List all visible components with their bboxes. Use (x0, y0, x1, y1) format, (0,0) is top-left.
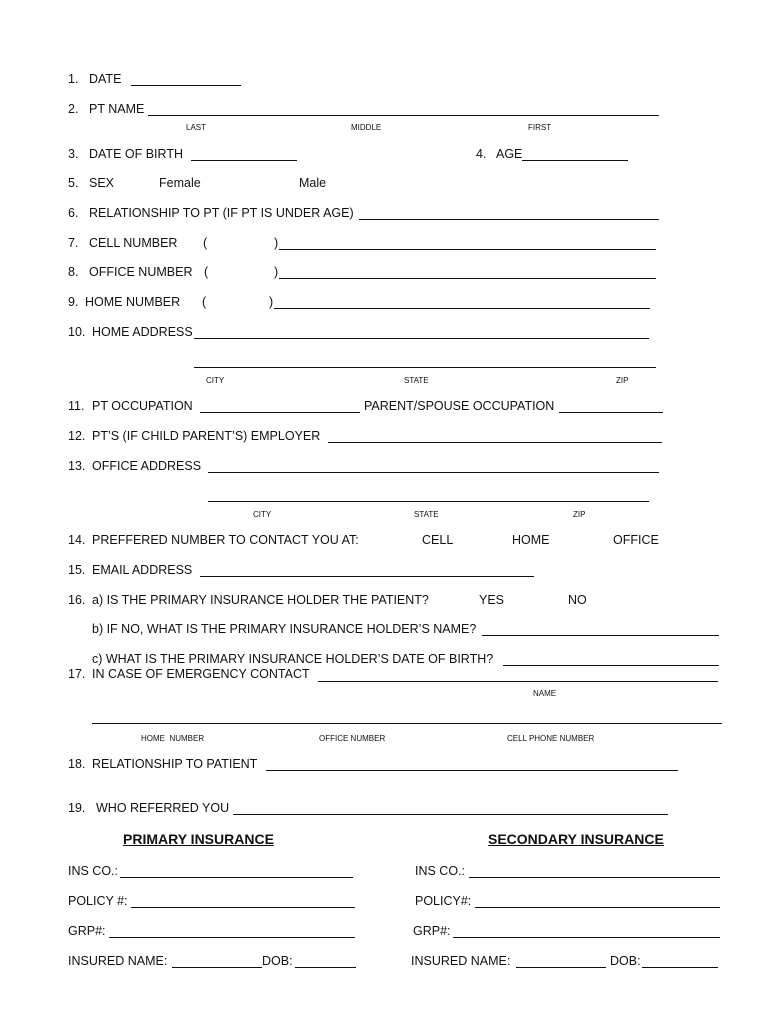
referred-by-label: WHO REFERRED YOU (96, 801, 230, 815)
home-number-line[interactable] (274, 308, 650, 309)
parent-spouse-occupation-label: PARENT/SPOUSE OCCUPATION (364, 399, 555, 413)
holder-option-no[interactable]: NO (568, 593, 587, 607)
preferred-number-label: PREFFERED NUMBER TO CONTACT YOU AT: (92, 533, 359, 547)
emergency-name-sublabel: NAME (533, 689, 557, 698)
primary-holder-dob-line[interactable] (503, 665, 719, 666)
emergency-contact-numbers-line[interactable] (92, 723, 722, 724)
field-14-number: 14. (68, 533, 86, 547)
contact-option-office[interactable]: OFFICE (613, 533, 659, 547)
middle-sublabel: MIDDLE (351, 123, 382, 132)
home-address-label: HOME ADDRESS (92, 325, 193, 339)
secondary-insured-name-line[interactable] (516, 967, 606, 968)
secondary-grp-label: GRP#: (413, 924, 451, 938)
secondary-grp-line[interactable] (453, 937, 720, 938)
primary-policy-label: POLICY #: (68, 894, 128, 908)
office-area-close-paren: ) (274, 265, 279, 279)
parent-spouse-occupation-line[interactable] (559, 412, 663, 413)
relationship-line[interactable] (359, 219, 659, 220)
emergency-contact-name-line[interactable] (318, 681, 718, 682)
age-label: AGE (496, 147, 523, 161)
primary-dob-label: DOB: (262, 954, 293, 968)
sex-label: SEX (89, 176, 115, 190)
secondary-dob-line[interactable] (642, 967, 718, 968)
office-address-line-1[interactable] (208, 472, 659, 473)
field-13-number: 13. (68, 459, 86, 473)
employer-label: PT’S (IF CHILD PARENT’S) EMPLOYER (92, 429, 321, 443)
primary-holder-question: a) IS THE PRIMARY INSURANCE HOLDER THE PATIENT? (92, 593, 429, 607)
relationship-label: RELATIONSHIP TO PT (IF PT IS UNDER AGE) (89, 206, 354, 220)
relationship-to-patient-label: RELATIONSHIP TO PATIENT (92, 757, 258, 771)
last-sublabel: LAST (186, 123, 207, 132)
primary-holder-dob-label: c) WHAT IS THE PRIMARY INSURANCE HOLDER’S DATE OF BIRTH? (92, 652, 494, 666)
age-line[interactable] (522, 160, 628, 161)
email-line[interactable] (200, 576, 534, 577)
relationship-to-patient-line[interactable] (266, 770, 678, 771)
home-zip-sublabel: ZIP (616, 376, 629, 385)
cell-number-line[interactable] (279, 249, 656, 250)
field-17-number: 17. (68, 667, 86, 681)
sex-option-male[interactable]: Male (299, 176, 327, 190)
date-line[interactable] (131, 85, 241, 86)
holder-option-yes[interactable]: YES (479, 593, 505, 607)
emergency-home-number-sublabel: HOME NUMBER (141, 734, 205, 743)
field-15-number: 15. (68, 563, 86, 577)
primary-grp-line[interactable] (109, 937, 355, 938)
employer-line[interactable] (328, 442, 662, 443)
dob-line[interactable] (191, 160, 297, 161)
home-area-close-paren: ) (269, 295, 274, 309)
cell-area-close-paren: ) (274, 236, 279, 250)
primary-insurance-heading: PRIMARY INSURANCE (123, 831, 274, 847)
office-area-open-paren: ( (204, 265, 209, 279)
field-10-number: 10. (68, 325, 86, 339)
field-9-number: 9. (68, 295, 79, 309)
primary-grp-label: GRP#: (68, 924, 106, 938)
field-6-number: 6. (68, 206, 79, 220)
pt-occupation-line[interactable] (200, 412, 360, 413)
secondary-ins-co-label: INS CO.: (415, 864, 466, 878)
office-city-sublabel: CITY (253, 510, 272, 519)
dob-label: DATE OF BIRTH (89, 147, 183, 161)
primary-insured-name-line[interactable] (172, 967, 262, 968)
home-address-line-2[interactable] (194, 367, 656, 368)
cell-area-open-paren: ( (203, 236, 208, 250)
field-12-number: 12. (68, 429, 86, 443)
cell-number-label: CELL NUMBER (89, 236, 178, 250)
secondary-insured-name-label: INSURED NAME: (411, 954, 511, 968)
primary-holder-name-label: b) IF NO, WHAT IS THE PRIMARY INSURANCE HOLDER’S NAME? (92, 622, 477, 636)
field-1-number: 1. (68, 72, 79, 86)
home-address-line-1[interactable] (194, 338, 649, 339)
primary-ins-co-label: INS CO.: (68, 864, 119, 878)
field-4-number: 4. (476, 147, 487, 161)
primary-insured-name-label: INSURED NAME: (68, 954, 168, 968)
field-3-number: 3. (68, 147, 79, 161)
pt-name-label: PT NAME (89, 102, 145, 116)
field-8-number: 8. (68, 265, 79, 279)
secondary-ins-co-line[interactable] (469, 877, 720, 878)
contact-option-home[interactable]: HOME (512, 533, 550, 547)
emergency-contact-label: IN CASE OF EMERGENCY CONTACT (92, 667, 310, 681)
home-city-sublabel: CITY (206, 376, 225, 385)
pt-occupation-label: PT OCCUPATION (92, 399, 193, 413)
secondary-insurance-heading: SECONDARY INSURANCE (488, 831, 664, 847)
secondary-dob-label: DOB: (610, 954, 641, 968)
emergency-cell-number-sublabel: CELL PHONE NUMBER (507, 734, 595, 743)
primary-policy-line[interactable] (131, 907, 355, 908)
field-18-number: 18. (68, 757, 86, 771)
primary-ins-co-line[interactable] (120, 877, 353, 878)
date-label: DATE (89, 72, 122, 86)
field-11-number: 11. (68, 399, 85, 413)
field-16-number: 16. (68, 593, 86, 607)
field-7-number: 7. (68, 236, 79, 250)
contact-option-cell[interactable]: CELL (422, 533, 454, 547)
primary-holder-name-line[interactable] (482, 635, 719, 636)
first-sublabel: FIRST (528, 123, 552, 132)
home-area-open-paren: ( (202, 295, 207, 309)
referred-by-line[interactable] (233, 814, 668, 815)
emergency-office-number-sublabel: OFFICE NUMBER (319, 734, 386, 743)
field-5-number: 5. (68, 176, 79, 190)
office-address-line-2[interactable] (208, 501, 649, 502)
home-number-label: HOME NUMBER (85, 295, 181, 309)
sex-option-female[interactable]: Female (159, 176, 201, 190)
field-19-number: 19. (68, 801, 86, 815)
office-state-sublabel: STATE (414, 510, 439, 519)
field-2-number: 2. (68, 102, 79, 116)
primary-dob-line[interactable] (295, 967, 356, 968)
pt-name-line[interactable] (148, 115, 659, 116)
home-state-sublabel: STATE (404, 376, 429, 385)
secondary-policy-line[interactable] (475, 907, 720, 908)
email-label: EMAIL ADDRESS (92, 563, 193, 577)
secondary-policy-label: POLICY#: (415, 894, 472, 908)
office-address-label: OFFICE ADDRESS (92, 459, 202, 473)
office-number-label: OFFICE NUMBER (89, 265, 193, 279)
office-zip-sublabel: ZIP (573, 510, 586, 519)
office-number-line[interactable] (279, 278, 656, 279)
